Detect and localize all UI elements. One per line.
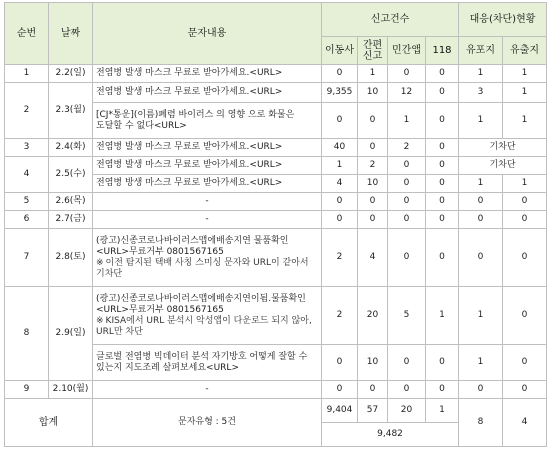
table-row: [5, 211, 547, 229]
cell-message: -: [93, 381, 322, 399]
cell-mno: 0: [322, 193, 358, 211]
cell-simple: 1: [358, 65, 388, 83]
cell-message: [CJ*통운](이름)폐렴 바이러스 의 영향 으로 화물은 도달할 수 없다<URL>: [93, 103, 322, 139]
smishing-report-table-wrapper: [4, 2, 546, 447]
cell-118: 0: [426, 103, 459, 139]
cell-already-blocked: 기차단: [459, 139, 547, 157]
message-note: [96, 258, 318, 280]
cell-leak: 0: [503, 381, 547, 399]
cell-message: 전염병 발생 마스크 무료로 받아가세요.<URL>: [93, 139, 322, 157]
cell-simple: 4: [358, 229, 388, 287]
cell-date: 2.5(수): [49, 157, 93, 193]
note-mark: ※: [96, 257, 104, 268]
cell-no: 7: [5, 229, 49, 287]
message-note: [96, 316, 318, 338]
col-header-private-app: 민간앱: [388, 37, 426, 65]
total-row: [5, 399, 547, 423]
cell-date: 2.10(월): [49, 381, 93, 399]
table-row: [5, 65, 547, 83]
cell-already-blocked: 기차단: [459, 157, 547, 175]
cell-leak: 0: [503, 345, 547, 381]
cell-mno: 2: [322, 229, 358, 287]
cell-simple: 0: [358, 193, 388, 211]
col-header-response: 대응(차단)현황: [459, 3, 547, 37]
cell-app: 0: [388, 157, 426, 175]
cell-no: 2: [5, 83, 49, 139]
cell-simple: 0: [358, 381, 388, 399]
cell-message: 전염병 발생 마스크 무료로 받아가세요.<URL>: [93, 157, 322, 175]
cell-dist: 1: [459, 345, 503, 381]
cell-date: 2.4(화): [49, 139, 93, 157]
cell-date: 2.3(월): [49, 83, 93, 139]
cell-app: 0: [388, 175, 426, 193]
cell-date: 2.6(목): [49, 193, 93, 211]
total-leak: 4: [503, 399, 547, 447]
cell-simple: 10: [358, 83, 388, 103]
cell-message: 글로벌 전염병 빅데이터 분석 자기방호 어떻게 잘할 수 있는지 지도조례 살펴보세요<URL>: [93, 345, 322, 381]
cell-simple: 0: [358, 139, 388, 157]
cell-simple: 10: [358, 175, 388, 193]
total-app: 20: [388, 399, 426, 423]
cell-leak: 0: [503, 287, 547, 345]
cell-message: [93, 229, 322, 287]
cell-leak: 1: [503, 83, 547, 103]
col-header-118: 118: [426, 37, 459, 65]
col-header-content: 문자내용: [93, 3, 322, 65]
note-text: 이전 탐지된 택배 사칭 스미싱 문자와 URL이 같아서 기차단: [96, 257, 309, 279]
cell-message: -: [93, 193, 322, 211]
cell-118: 0: [426, 229, 459, 287]
cell-no: 1: [5, 65, 49, 83]
cell-dist: 0: [459, 211, 503, 229]
cell-date: 2.7(금): [49, 211, 93, 229]
message-text: (광고)신종코로나바이러스맵에배송지연 물품확인<URL>무료거부 0801567165: [96, 235, 289, 257]
table-row: [5, 83, 547, 103]
cell-app: 0: [388, 229, 426, 287]
cell-mno: 4: [322, 175, 358, 193]
cell-118: 0: [426, 175, 459, 193]
cell-date: 2.2(일): [49, 65, 93, 83]
cell-118: 0: [426, 157, 459, 175]
table-body: [5, 65, 547, 447]
total-mno: 9,404: [322, 399, 358, 423]
cell-dist: 1: [459, 65, 503, 83]
cell-dist: 0: [459, 193, 503, 211]
total-simple: 57: [358, 399, 388, 423]
cell-mno: 9,355: [322, 83, 358, 103]
cell-no: 6: [5, 211, 49, 229]
total-dist: 8: [459, 399, 503, 447]
cell-message: 전염병 방생 마스크 무료로 받아가세요.<URL>: [93, 175, 322, 193]
cell-message: 전염병 발생 마스크 무료로 받아가세요.<URL>: [93, 65, 322, 83]
total-message-types: 문자유형 : 5건: [93, 399, 322, 447]
cell-no: 5: [5, 193, 49, 211]
total-label: 합계: [5, 399, 93, 447]
cell-leak: 1: [503, 175, 547, 193]
cell-simple: 20: [358, 287, 388, 345]
total-118: 1: [426, 399, 459, 423]
table-row: [5, 229, 547, 287]
cell-date: 2.9(일): [49, 287, 93, 381]
col-header-distribution: 유포지: [459, 37, 503, 65]
cell-no: 9: [5, 381, 49, 399]
cell-118: 1: [426, 287, 459, 345]
cell-mno: 0: [322, 381, 358, 399]
cell-dist: 1: [459, 103, 503, 139]
cell-mno: 0: [322, 211, 358, 229]
cell-simple: 0: [358, 211, 388, 229]
cell-mno: 0: [322, 345, 358, 381]
cell-no: 4: [5, 157, 49, 193]
cell-app: 2: [388, 139, 426, 157]
cell-app: 0: [388, 211, 426, 229]
cell-app: 0: [388, 193, 426, 211]
cell-app: 0: [388, 345, 426, 381]
table-header: [5, 3, 547, 65]
message-text: (광고)신종코로나바이러스맵에배송지연이됨.물품확인<URL>무료거부 0801567165: [96, 293, 306, 315]
cell-mno: 0: [322, 65, 358, 83]
cell-dist: 0: [459, 381, 503, 399]
cell-mno: 0: [322, 103, 358, 139]
table-row: [5, 157, 547, 175]
table-row: [5, 139, 547, 157]
cell-118: 0: [426, 65, 459, 83]
table-row: [5, 287, 547, 345]
note-text: KISA에서 URL 분석시 악성앱이 다운로드 되지 않아, URL만 차단: [96, 315, 312, 337]
cell-leak: 0: [503, 229, 547, 287]
cell-message: -: [93, 211, 322, 229]
cell-app: 1: [388, 103, 426, 139]
cell-dist: 1: [459, 287, 503, 345]
col-header-leak: 유출지: [503, 37, 547, 65]
col-header-mno: 이동사: [322, 37, 358, 65]
cell-leak: 0: [503, 193, 547, 211]
cell-118: 0: [426, 139, 459, 157]
cell-leak: 1: [503, 103, 547, 139]
cell-dist: 0: [459, 229, 503, 287]
cell-app: 5: [388, 287, 426, 345]
col-header-no: 순번: [5, 3, 49, 65]
cell-simple: 10: [358, 345, 388, 381]
cell-app: 12: [388, 83, 426, 103]
cell-date: 2.8(토): [49, 229, 93, 287]
cell-leak: 0: [503, 211, 547, 229]
col-header-date: 날짜: [49, 3, 93, 65]
note-mark: ※: [96, 315, 104, 326]
cell-app: 0: [388, 381, 426, 399]
cell-mno: 1: [322, 157, 358, 175]
cell-message: [93, 287, 322, 345]
table-row: [5, 193, 547, 211]
smishing-report-table: [4, 2, 547, 447]
cell-dist: 3: [459, 83, 503, 103]
col-header-reports: 신고건수: [322, 3, 459, 37]
cell-118: 0: [426, 345, 459, 381]
cell-mno: 2: [322, 287, 358, 345]
cell-simple: 0: [358, 103, 388, 139]
cell-118: 0: [426, 211, 459, 229]
table-row: [5, 381, 547, 399]
cell-no: 8: [5, 287, 49, 381]
cell-118: 0: [426, 381, 459, 399]
cell-dist: 1: [459, 175, 503, 193]
cell-118: 0: [426, 193, 459, 211]
cell-118: 0: [426, 83, 459, 103]
cell-no: 3: [5, 139, 49, 157]
cell-leak: 1: [503, 65, 547, 83]
cell-simple: 2: [358, 157, 388, 175]
total-sum: 9,482: [322, 423, 459, 447]
cell-mno: 40: [322, 139, 358, 157]
cell-app: 0: [388, 65, 426, 83]
col-header-simple-report: 간편신고: [358, 37, 388, 65]
cell-message: 전염병 발생 마스크 무료로 받아가세요.<URL>: [93, 83, 322, 103]
